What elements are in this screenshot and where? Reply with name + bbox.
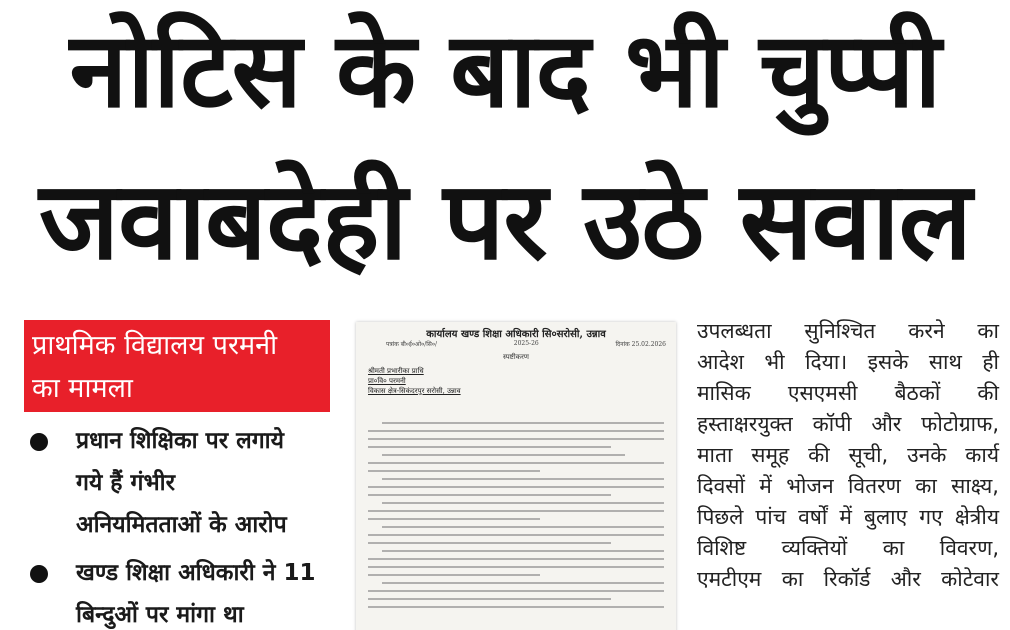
kicker-line-2: का मामला (32, 373, 133, 404)
doc-text-line (368, 590, 664, 592)
doc-ref: पत्रांक बी०ई०ओ०/सि०/ (386, 341, 437, 348)
article-line: उपलब्धता सुनिश्चित करने का (697, 319, 999, 343)
doc-text-line (368, 446, 611, 448)
doc-text-line (368, 494, 611, 496)
doc-date: दिनांक 25.02.2026 (615, 341, 666, 348)
highlight-line: प्रधान शिक्षिका पर लगाये (76, 428, 284, 454)
article-body (697, 316, 999, 595)
article-line: आदेश भी दिया। इसके साथ ही (697, 350, 999, 374)
doc-text-line (368, 462, 664, 464)
doc-text-line (368, 566, 664, 568)
highlight-item (24, 420, 344, 546)
doc-meta-row (386, 340, 666, 348)
doc-text-line (368, 598, 611, 600)
doc-addressee (368, 366, 461, 396)
doc-text-line (382, 526, 664, 528)
article-line: पिछले पांच वर्षों में बुलाए गए क्षेत्रीय (697, 505, 999, 529)
bullet-dot-icon (30, 565, 48, 583)
highlight-line: खण्ड शिक्षा अधिकारी ने 11 (76, 560, 316, 586)
doc-text-line (382, 478, 664, 480)
doc-body-text-lines (368, 422, 664, 614)
doc-text-line (368, 574, 540, 576)
doc-text-line (368, 438, 664, 440)
doc-session: 2025-26 (513, 340, 539, 347)
highlight-line: बिन्दुओं पर मांगा था (76, 602, 244, 628)
notice-document-photo (356, 322, 676, 630)
kicker-box (24, 320, 330, 412)
article-line: हस्ताक्षरयुक्त कॉपी और फोटोग्राफ, (697, 412, 999, 436)
doc-text-line (368, 558, 664, 560)
article-line: मासिक एसएमसी बैठकों की (697, 381, 999, 405)
article-line: दिवसों में भोजन वितरण का साक्ष्य, (697, 474, 999, 498)
doc-text-line (382, 550, 664, 552)
doc-text-line (368, 606, 664, 608)
doc-text-line (368, 510, 664, 512)
doc-office-heading: कार्यालय खण्ड शिक्षा अधिकारी सि०सरोसी, उन्नाव (426, 329, 606, 340)
doc-text-line (368, 518, 540, 520)
doc-text-line (382, 422, 664, 424)
doc-text-line (382, 502, 664, 504)
kicker-line-1: प्राथमिक विद्यालय परमनी (32, 330, 278, 361)
doc-title: स्पष्टीकरण (503, 353, 529, 361)
doc-text-line (368, 542, 611, 544)
highlight-line: अनियमितताओं के आरोप (76, 512, 287, 538)
highlight-item (24, 552, 344, 630)
bullet-dot-icon (30, 433, 48, 451)
headline-line-2: जवाबदेही पर उठे सवाल (39, 159, 971, 284)
doc-text-line (382, 454, 625, 456)
doc-text-line (382, 582, 664, 584)
highlights-list (24, 420, 344, 630)
article-line: विशिष्ट व्यक्तियों का विवरण, (697, 536, 999, 560)
doc-addressee-line: प्रा०वि० परमनी (368, 377, 406, 385)
doc-text-line (368, 430, 664, 432)
doc-text-line (368, 486, 664, 488)
doc-addressee-line: विकास क्षेत्र-सिकंदरपुर सरोसी, उन्नाव (368, 387, 461, 395)
article-line: माता समूह की सूची, उनके कार्य (697, 443, 999, 467)
headline-line-1: नोटिस के बाद भी चुप्पी (69, 9, 941, 131)
highlight-line: गये हैं गंभीर (76, 470, 175, 496)
doc-addressee-line: श्रीमती प्रभारीका प्राधि (368, 367, 424, 375)
doc-text-line (368, 470, 540, 472)
doc-text-line (368, 534, 664, 536)
article-line: एमटीएम का रिकॉर्ड और कोटेवार (697, 567, 999, 591)
